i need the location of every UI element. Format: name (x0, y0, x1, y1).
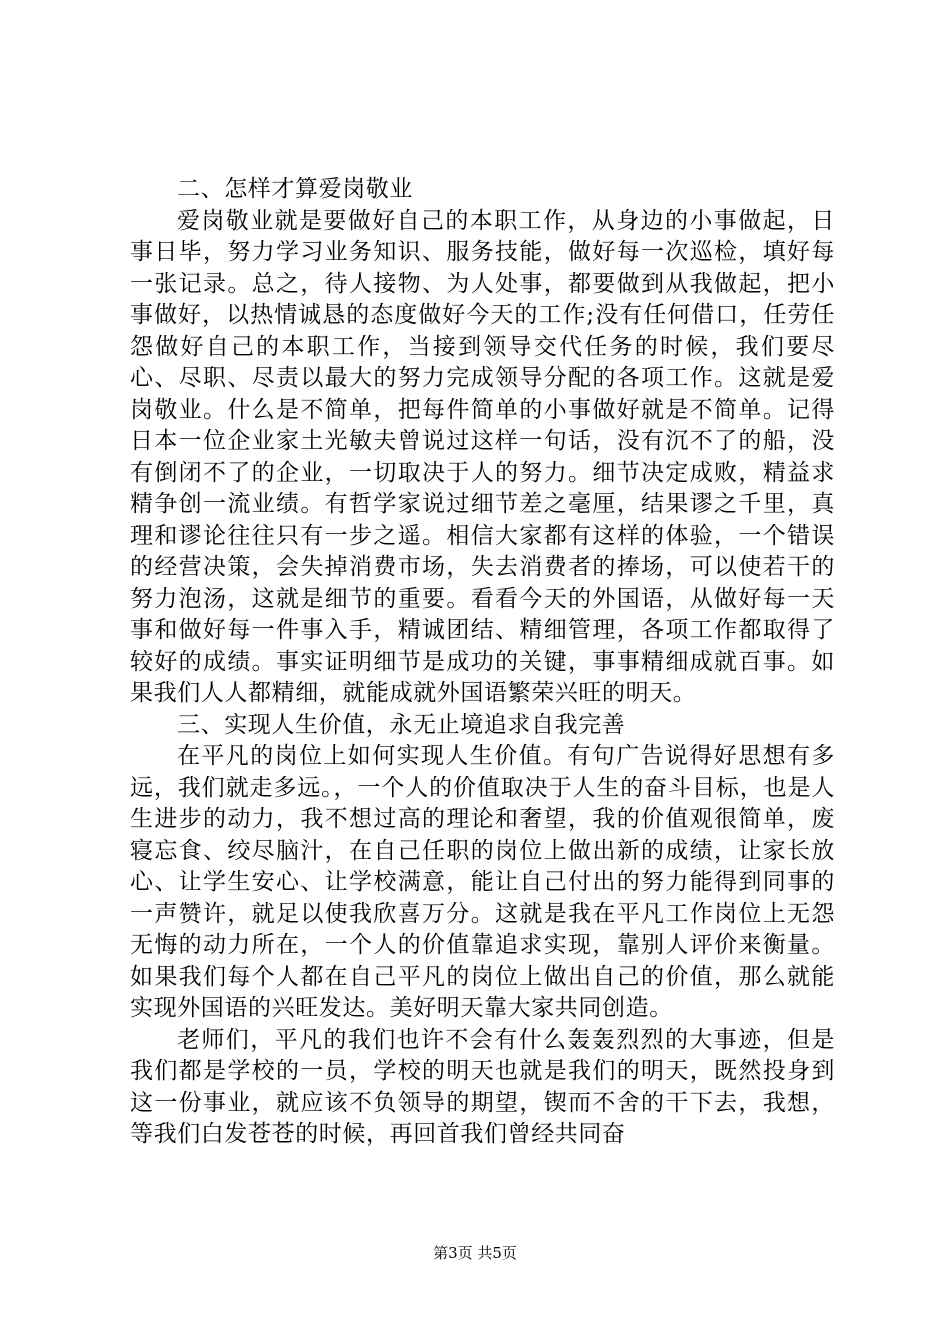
paragraph: 在平凡的岗位上如何实现人生价值。有句广告说得好思想有多远，我们就走多远。，一个人的价值取决于人生的奋斗目标，也是人生进步的动力，我不想过高的理论和奢望，我的价值观很简单，废寝忘食、绞尽脑汁，在自己任职的岗位上做出新的成绩，让家长放心、让学生安心、让学校满意，能让自己付出的努力能得到同事的一声赞许，就足以使我欣喜万分。这就是我在平凡工作岗位上无怨无悔的动力所在，一个人的价值靠追求实现，靠别人评价来衡量。如果我们每个人都在自己平凡的岗位上做出自己的价值，那么就能实现外国语的兴旺发达。美好明天靠大家共同创造。 (130, 743, 835, 1021)
paragraph: 爱岗敬业就是要做好自己的本职工作，从身边的小事做起，日事日毕，努力学习业务知识、服务技能，做好每一次巡检，填好每一张记录。总之，待人接物、为人处事，都要做到从我做起，把小事做好，以热情诚恳的态度做好今天的工作;没有任何借口，任劳任怨做好自己的本职工作，当接到领导交代任务的时候，我们要尽心、尽职、尽责以最大的努力完成领导分配的各项工作。这就是爱岗敬业。什么是不简单，把每件简单的小事做好就是不简单。记得日本一位企业家土光敏夫曾说过这样一句话，没有沉不了的船，没有倒闭不了的企业，一切取决于人的努力。细节决定成败，精益求精争创一流业绩。有哲学家说过细节差之毫厘，结果谬之千里，真理和谬论往往只有一步之遥。相信大家都有这样的体验，一个错误的经营决策，会失掉消费市场，失去消费者的捧场，可以使若干的努力泡汤，这就是细节的重要。看看今天的外国语，从做好每一天事和做好每一件事入手，精诚团结、精细管理，各项工作都取得了较好的成绩。事实证明细节是成功的关键，事事精细成就百事。如果我们人人都精细，就能成就外国语繁荣兴旺的明天。 (130, 207, 835, 706)
section-heading-2: 二、怎样才算爱岗敬业 (177, 176, 413, 202)
page-number-footer: 第3页 共5页 (433, 1244, 517, 1262)
paragraph: 老师们，平凡的我们也许不会有什么轰轰烈烈的大事迹，但是我们都是学校的一员，学校的明天也就是我们的明天，既然投身到这一份事业，就应该不负领导的期望，锲而不舍的干下去，我想，等我们白发苍苍的时候，再回首我们曾经共同奋 (130, 1026, 835, 1147)
document-body (130, 174, 835, 1151)
section-heading-3: 三、实现人生价值，永无止境追求自我完善 (177, 711, 626, 738)
